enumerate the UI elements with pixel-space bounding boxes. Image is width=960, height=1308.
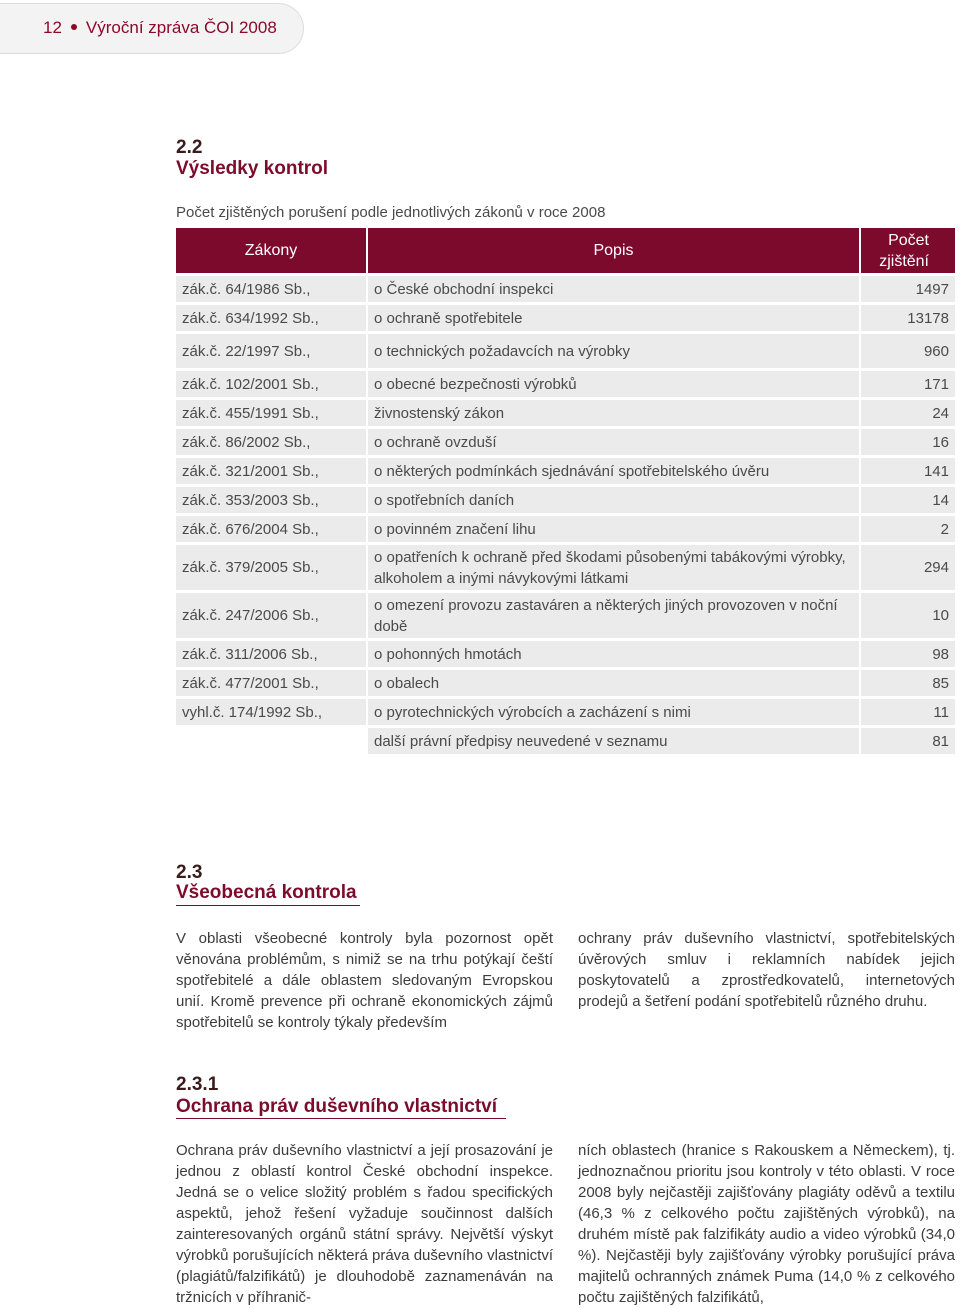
paragraph-left: Ochrana práv duševního vlastnictví a její prosazování je jednou z oblastí kontrol České obchodní inspekce. Jedná se o velice složitý problém s řadou specifických aspektů, jehož řešení vyžaduje součinnost dalších zainteresovaných orgánů státní správy. Největší výskyt výrobků porušujících některá práva duševního vlastnictví (plagiátů/falzifikátů) je dlouhodobě zaznamenáván na tržnicích v příhranič-	[176, 1142, 553, 1306]
description-cell: o opatřeních k ochraně před škodami působenými tabákovými výrobky, alkoholem a inými návykovými látkami	[368, 545, 861, 590]
table-row	[176, 458, 955, 484]
page-number: 12	[43, 18, 62, 37]
table-caption: Počet zjištěných porušení podle jednotlivých zákonů v roce 2008	[176, 204, 606, 221]
count-cell: 1497	[861, 276, 955, 302]
section-title: Všeobecná kontrola	[176, 882, 357, 903]
subsection-title-underline	[176, 1118, 506, 1119]
count-cell: 294	[861, 545, 955, 590]
table-row	[176, 400, 955, 426]
table-row	[176, 545, 955, 590]
section-title-underline	[176, 905, 360, 906]
law-cell: zák.č. 634/1992 Sb.,	[176, 305, 368, 331]
table-row	[176, 699, 955, 725]
table-row	[176, 593, 955, 638]
table-row	[176, 728, 955, 754]
description-cell: o pyrotechnických výrobcích a zacházení s nimi	[368, 699, 861, 725]
publication-title: Výroční zpráva ČOI 2008	[85, 18, 277, 37]
law-cell: zák.č. 247/2006 Sb.,	[176, 593, 368, 638]
header-description: Popis	[368, 228, 861, 273]
description-cell: o povinném značení lihu	[368, 516, 861, 542]
table-row	[176, 487, 955, 513]
law-cell: zák.č. 321/2001 Sb.,	[176, 458, 368, 484]
description-cell: o některých podmínkách sjednávání spotřebitelského úvěru	[368, 458, 861, 484]
count-cell: 2	[861, 516, 955, 542]
violations-table	[176, 225, 955, 757]
header-law: Zákony	[176, 228, 368, 273]
count-cell: 171	[861, 371, 955, 397]
section-number: 2.3	[176, 862, 203, 883]
table-row	[176, 334, 955, 368]
section-number: 2.2	[176, 137, 203, 158]
law-cell: zák.č. 102/2001 Sb.,	[176, 371, 368, 397]
paragraph-right: ních oblastech (hranice s Rakouskem a Německem), tj. jednoznačnou prioritu jsou kontroly v této oblasti. V roce 2008 byly nejčastěji zajišťovány plagiáty oděvů a textilu (46,3 % z celkového počtu zajištěných výrobků), na druhém místě pak falzifikáty audio a video výrobků (34,0 %). Nejčastěji byly zajišťovány výrobky porušující práva majitelů ochranných známek Puma (14,0 % z celkového počtu zajištěných falzifikátů,	[578, 1142, 955, 1306]
law-cell: zák.č. 86/2002 Sb.,	[176, 429, 368, 455]
law-cell: zák.č. 676/2004 Sb.,	[176, 516, 368, 542]
table-row	[176, 670, 955, 696]
count-cell: 960	[861, 334, 955, 368]
table-body	[176, 276, 955, 754]
law-cell: vyhl.č. 174/1992 Sb.,	[176, 699, 368, 725]
bullet-dot-icon	[71, 24, 77, 30]
count-cell: 16	[861, 429, 955, 455]
count-cell: 11	[861, 699, 955, 725]
description-cell: o ochraně ovzduší	[368, 429, 861, 455]
law-cell: zák.č. 64/1986 Sb.,	[176, 276, 368, 302]
count-cell: 81	[861, 728, 955, 754]
count-cell: 24	[861, 400, 955, 426]
law-cell: zák.č. 353/2003 Sb.,	[176, 487, 368, 513]
description-cell: o obalech	[368, 670, 861, 696]
law-cell: zák.č. 455/1991 Sb.,	[176, 400, 368, 426]
table-row	[176, 371, 955, 397]
description-cell: o technických požadavcích na výrobky	[368, 334, 861, 368]
table-row	[176, 276, 955, 302]
subsection-title: Ochrana práv duševního vlastnictví	[176, 1096, 497, 1117]
paragraph-right: ochrany práv duševního vlastnictví, spotřebitelských úvěrových smluv i reklamních nabídek jejich poskytovatelů a zprostředkovatelů, internetových prodejů a šetření podání spotřebitelů různého druhu.	[578, 930, 955, 1010]
paragraph-left: V oblasti všeobecné kontroly byla pozornost opět věnována problémům, s nimiž se na trhu potýkají čeští spotřebitelé a dále oblastem sledovaným Evropskou unií. Kromě prevence při ochraně ekonomických zájmů spotřebitelů se kontroly týkaly především	[176, 930, 553, 1031]
law-cell: zák.č. 22/1997 Sb.,	[176, 334, 368, 368]
header-count: Počet zjištění	[861, 228, 955, 273]
law-cell: zák.č. 379/2005 Sb.,	[176, 545, 368, 590]
law-cell: zák.č. 311/2006 Sb.,	[176, 641, 368, 667]
table-row	[176, 641, 955, 667]
description-cell: o omezení provozu zastaváren a některých jiných provozoven v noční době	[368, 593, 861, 638]
subsection-number: 2.3.1	[176, 1074, 219, 1095]
count-cell: 14	[861, 487, 955, 513]
section-title: Výsledky kontrol	[176, 158, 329, 179]
description-cell: o ochraně spotřebitele	[368, 305, 861, 331]
description-cell: o pohonných hmotách	[368, 641, 861, 667]
table-row	[176, 516, 955, 542]
count-cell: 13178	[861, 305, 955, 331]
description-cell: o obecné bezpečnosti výrobků	[368, 371, 861, 397]
count-cell: 98	[861, 641, 955, 667]
law-cell: zák.č. 477/2001 Sb.,	[176, 670, 368, 696]
law-cell	[176, 728, 368, 754]
description-cell: o spotřebních daních	[368, 487, 861, 513]
page-header-text	[43, 18, 277, 38]
count-cell: 10	[861, 593, 955, 638]
description-cell: o České obchodní inspekci	[368, 276, 861, 302]
table-row	[176, 429, 955, 455]
count-cell: 141	[861, 458, 955, 484]
description-cell: živnostenský zákon	[368, 400, 861, 426]
table-row	[176, 305, 955, 331]
count-cell: 85	[861, 670, 955, 696]
table-header-row	[176, 228, 955, 273]
description-cell: další právní předpisy neuvedené v seznamu	[368, 728, 861, 754]
